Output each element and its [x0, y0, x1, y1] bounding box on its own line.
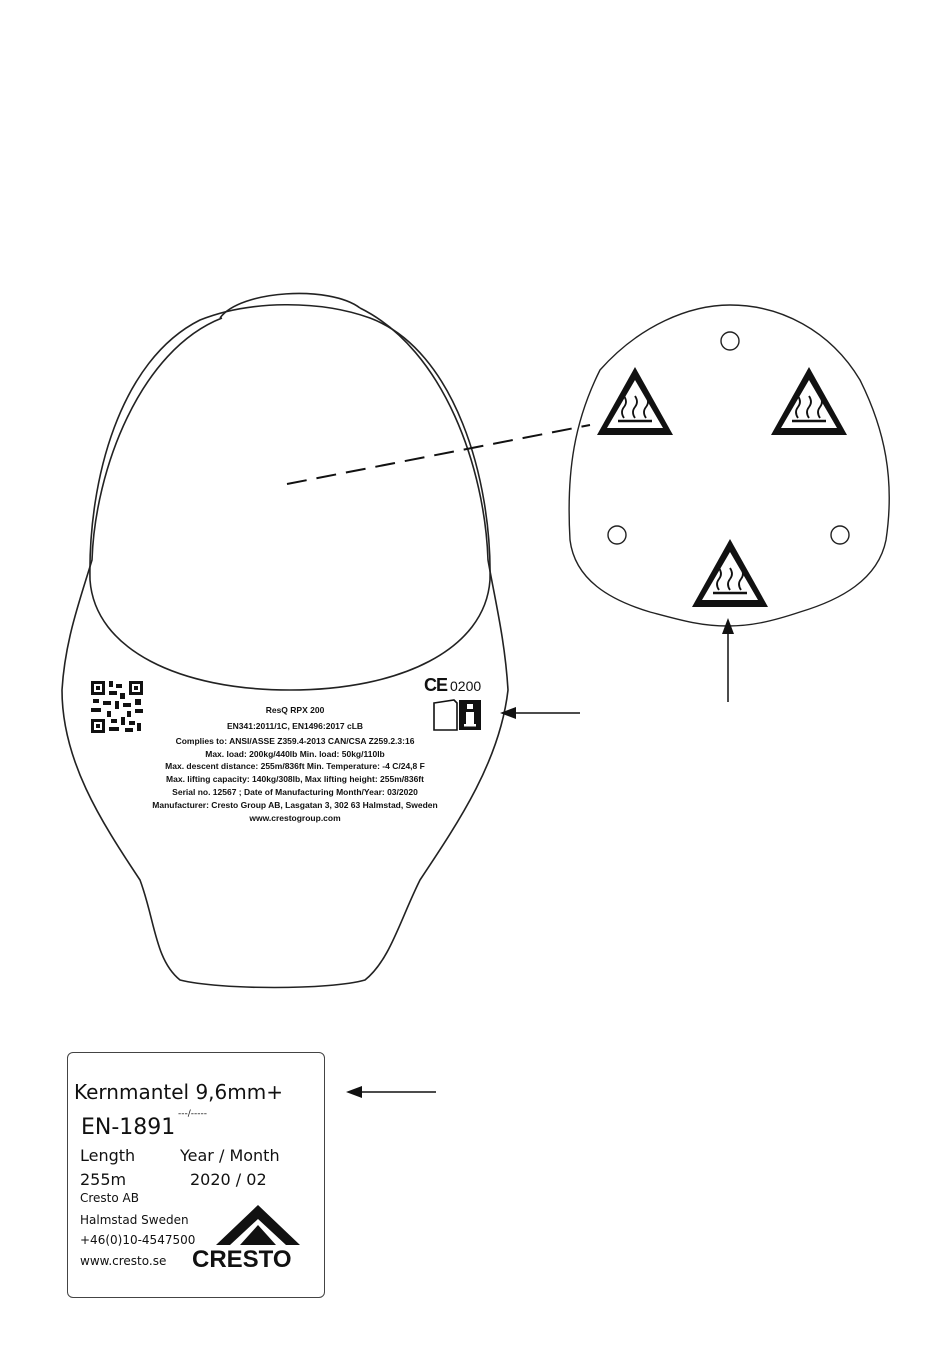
ce-mark-icon	[424, 675, 481, 696]
company-phone: +46(0)10-4547500	[80, 1233, 196, 1247]
rope-title: Kernmantel 9,6mm+	[74, 1080, 283, 1104]
hot-surface-warning-icon	[771, 367, 847, 435]
brand-name: CRESTO	[192, 1246, 292, 1273]
serial-line: Serial no. 12567 ; Date of Manufacturing Month/Year: 03/2020	[172, 787, 418, 797]
ce-mark-text: CE	[424, 675, 448, 695]
length-label: Length	[80, 1146, 136, 1165]
standard-line: EN341:2011/1C, EN1496:2017 cLB	[226, 721, 364, 731]
manufacturer-line: Manufacturer: Cresto Group AB, Lasgatan 3, 302 63 Halmstad, Sweden	[152, 800, 438, 810]
date-label: Year / Month	[180, 1146, 280, 1165]
date-value: 2020 / 02	[190, 1170, 267, 1189]
hot-surface-warning-icon	[597, 367, 673, 435]
hot-surface-warning-icon	[692, 539, 768, 607]
arrow-to-rope-tag	[346, 1086, 436, 1098]
descent-line: Max. descent distance: 255m/836ft Min. Temperature: -4 C/24,8 F	[165, 761, 425, 771]
leader-dashed-line	[287, 425, 590, 484]
ce-number: 0200	[450, 678, 482, 694]
screw-hole	[721, 332, 739, 350]
product-name: ResQ RPX 200	[265, 705, 325, 715]
arrow-to-label	[500, 707, 580, 719]
rope-tag	[67, 1052, 325, 1298]
company-name: Cresto AB	[80, 1191, 139, 1205]
lifting-line: Max. lifting capacity: 140kg/308lb, Max lifting height: 255m/836ft	[166, 774, 424, 784]
compliance-line: Complies to: ANSI/ASSE Z359.4-2013 CAN/CSA Z259.2.3:16	[175, 736, 415, 746]
screw-hole	[831, 526, 849, 544]
length-value: 255m	[80, 1170, 127, 1189]
cresto-logo-icon	[208, 1203, 308, 1248]
screw-hole	[608, 526, 626, 544]
load-line: Max. load: 200kg/440lb Min. load: 50kg/110lb	[205, 749, 385, 759]
rope-standard: EN-1891	[81, 1115, 176, 1140]
company-website: www.cresto.se	[80, 1254, 167, 1268]
company-city: Halmstad Sweden	[80, 1213, 189, 1227]
device-body	[62, 293, 508, 987]
website-line: www.crestogroup.com	[249, 813, 341, 823]
rope-standard-suffix: ---/-----	[178, 1109, 208, 1119]
arrow-to-plate	[722, 618, 734, 702]
